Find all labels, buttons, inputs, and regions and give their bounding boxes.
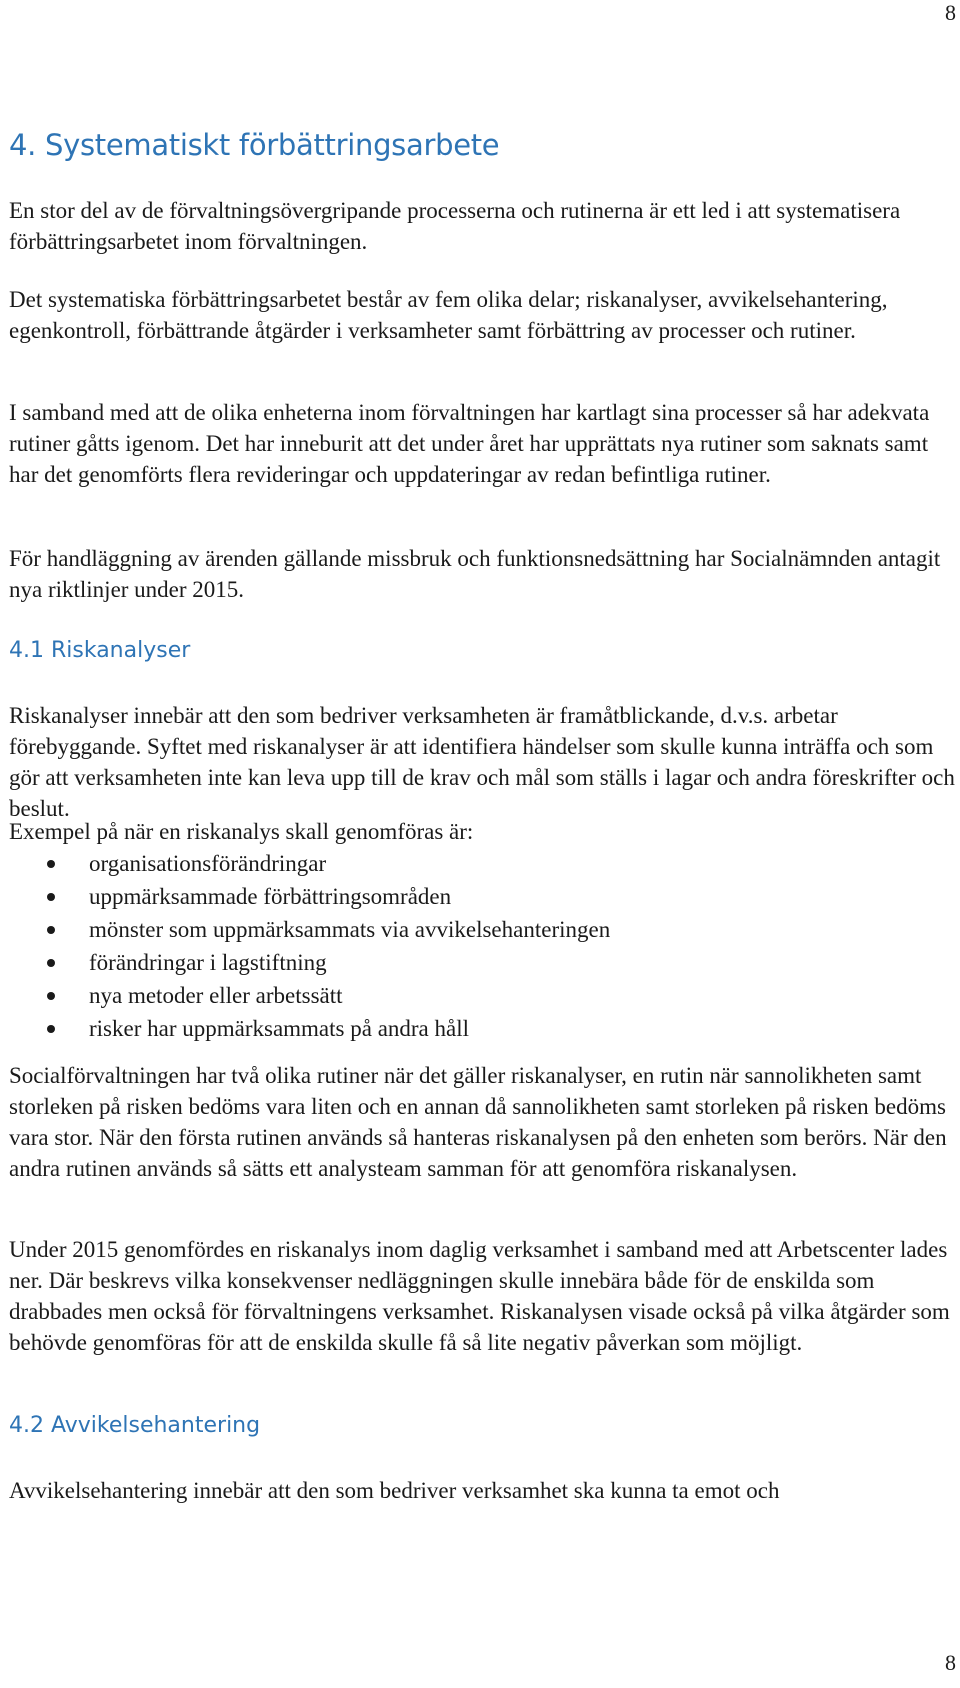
section-heading-4-1: 4.1 Riskanalyser [9, 638, 191, 663]
example-2015-paragraph: Under 2015 genomfördes en riskanalys inom daglig verksamhet i samband med att Arbetscenter lades ner. Där beskrevs vilka konsekvenser nedläggningen skulle innebära både för de enskilda som drabbades men också för förvaltningens verksamhet. Riskanalysen visade också på vilka åtgärder som behövde genomföras för att de enskilda skulle få så lite negativ påverkan som möjligt. [9, 1237, 950, 1355]
routines-paragraph: Socialförvaltningen har två olika rutiner när det gäller riskanalyser, en rutin när sannolikheten samt storleken på risken bedöms vara liten och en annan då sannolikheten samt storleken på risken bedöms vara stor. När den första rutinen används så hanteras riskanalysen på den enheten som berörs. När den andra rutinen används så sätts ett analysteam samman för att genomföra riskanalysen. [9, 1063, 947, 1181]
bullet-icon [47, 1025, 55, 1033]
page-number-top: 8 [945, 0, 956, 25]
riskanalyser-paragraph: Riskanalyser innebär att den som bedriver verksamheten är framåtblickande, d.v.s. arbetar förebyggande. Syftet med riskanalyser är att identifiera händelser som skulle kunna inträffa och som gör att verksamheten inte kan leva upp till de krav och mål som ställs i lagar och andra föreskrifter och beslut. [9, 703, 955, 821]
parts-paragraph: Det systematiska förbättringsarbetet består av fem olika delar; riskanalyser, avvikelsehantering, egenkontroll, förbättrande åtgärder i verksamheter samt förbättring av processer och rutiner. [9, 287, 888, 343]
bullet-icon [47, 959, 55, 967]
list-item: organisationsförändringar [9, 847, 955, 880]
list-item: förändringar i lagstiftning [9, 946, 955, 979]
intro-paragraph: En stor del av de förvaltningsövergripande processerna och rutinerna är ett led i att systematisera förbättringsarbetet inom förvaltningen. [9, 198, 901, 254]
risk-examples-list [9, 847, 955, 1045]
list-item: nya metoder eller arbetssätt [9, 979, 955, 1012]
guidelines-paragraph: För handläggning av ärenden gällande missbruk och funktionsnedsättning har Socialnämnden antagit nya riktlinjer under 2015. [9, 546, 941, 602]
section-heading-4-2: 4.2 Avvikelsehantering [9, 1413, 261, 1438]
bullet-icon [47, 860, 55, 868]
avvikelsehantering-paragraph: Avvikelsehantering innebär att den som bedriver verksamhet ska kunna ta emot och [9, 1478, 780, 1503]
list-item: mönster som uppmärksammats via avvikelsehanteringen [9, 913, 955, 946]
mapping-paragraph: I samband med att de olika enheterna inom förvaltningen har kartlagt sina processer så har adekvata rutiner gåtts igenom. Det har inneburit att det under året har upprättats nya rutiner som saknats samt har det genomförts flera revideringar och uppdateringar av redan befintliga rutiner. [9, 400, 930, 487]
bullet-icon [47, 926, 55, 934]
list-intro: Exempel på när en riskanalys skall genomföras är: [9, 819, 474, 844]
list-item: risker har uppmärksammats på andra håll [9, 1012, 955, 1045]
page-number-bottom: 8 [945, 1650, 956, 1675]
bullet-icon [47, 992, 55, 1000]
bullet-icon [47, 893, 55, 901]
chapter-heading: 4. Systematiskt förbättringsarbete [9, 128, 500, 162]
list-item: uppmärksammade förbättringsområden [9, 880, 955, 913]
